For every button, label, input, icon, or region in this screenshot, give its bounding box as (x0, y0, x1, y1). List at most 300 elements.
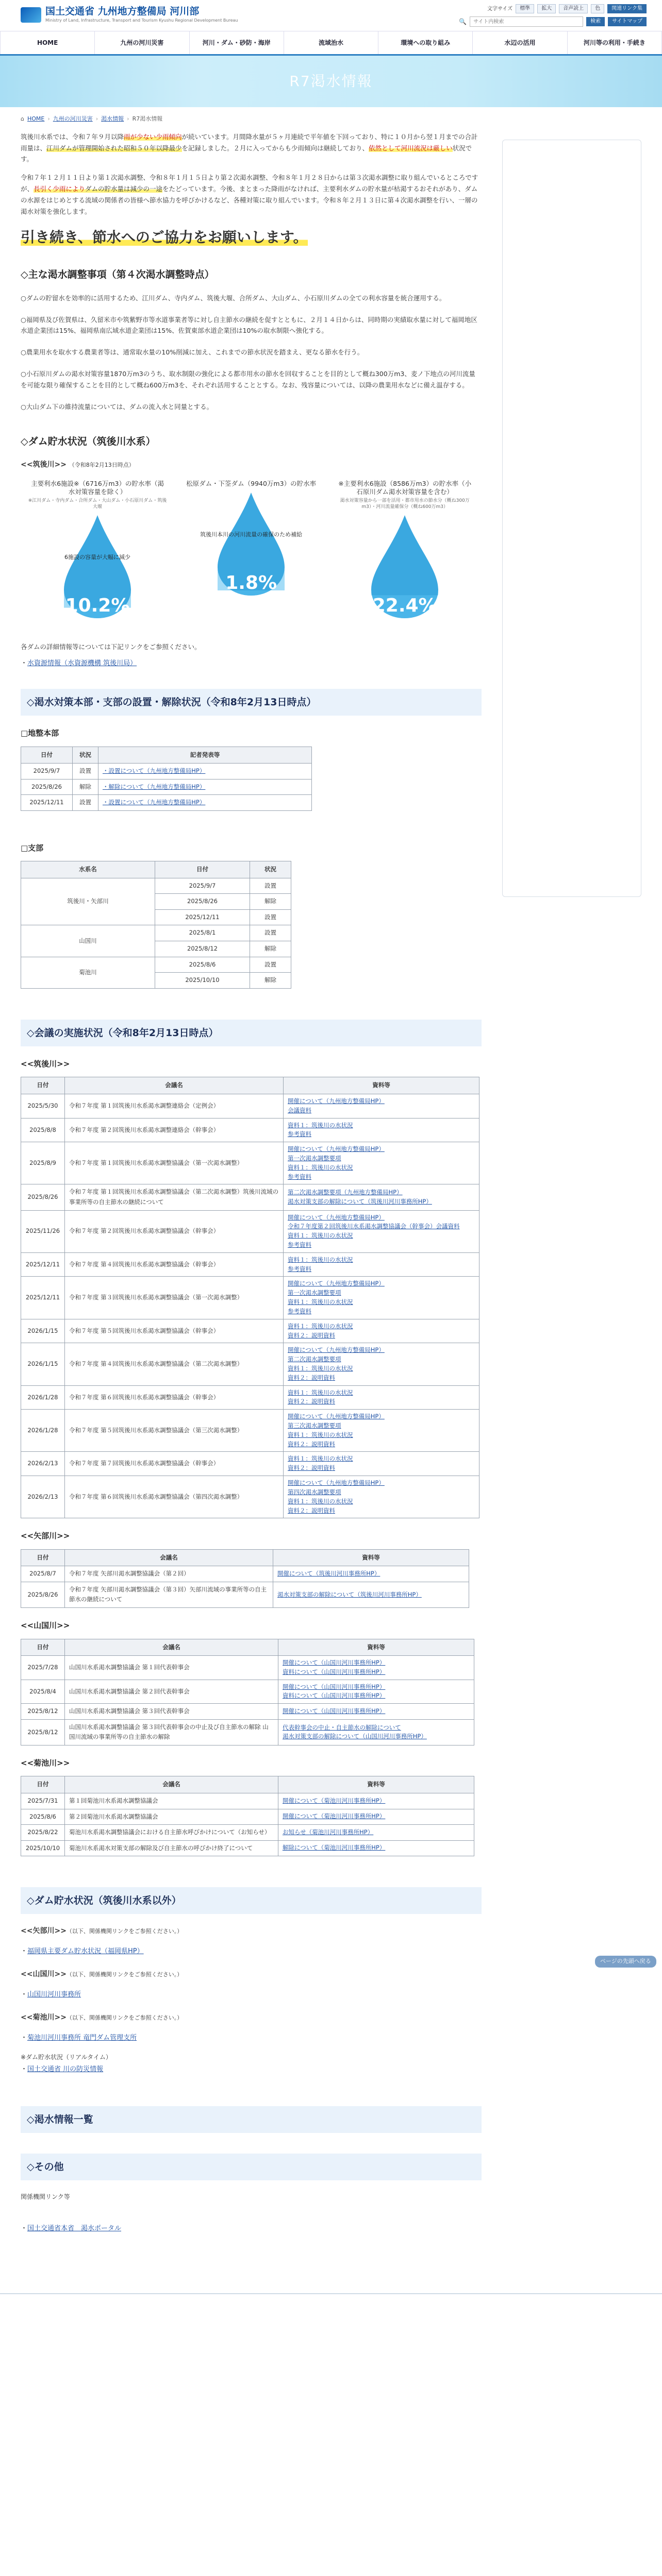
docs-cell (284, 1319, 479, 1343)
dam-percent: 10.2% (65, 595, 130, 616)
table-row (21, 925, 291, 941)
dam-date: （令和8年2月13日時点） (69, 462, 135, 469)
meeting-table (21, 1776, 474, 1856)
date-cell: 2025/8/12 (155, 941, 250, 957)
doc-link[interactable]: 渇水対策支部の解除について（山国川河川事務所HP） (283, 1733, 427, 1740)
doc-link[interactable]: 開催について（九州地方整備局HP） (288, 1479, 385, 1487)
doc-link[interactable]: 第一次渇水調整要項 (288, 1289, 341, 1297)
group-title: <<菊池川>> (21, 2013, 67, 2022)
meeting-name-cell: 令和７年度 第３回筑後川水系渇水調整協議会（第一次渇水調整） (65, 1277, 284, 1319)
col-status: 状況 (73, 747, 98, 764)
table-row (21, 1656, 474, 1680)
table-row (21, 1566, 469, 1582)
dam-period-label: <<筑後川>> (21, 461, 67, 469)
date-cell: 2025/8/6 (155, 957, 250, 973)
date-cell: 2025/8/7 (21, 1566, 65, 1582)
status-cell: 解除 (73, 779, 98, 795)
doc-link[interactable]: 開催について（山国川河川事務所HP） (283, 1683, 386, 1690)
dam-drop-label: 6施設の容量が大幅に減少 (64, 553, 131, 561)
meeting-name-cell: 令和７年度 第４回筑後川水系渇水調整協議会（第二次渇水調整） (65, 1343, 284, 1385)
speech-button[interactable]: 音声読上 (559, 4, 588, 13)
doc-link[interactable]: 参考資料 (288, 1307, 311, 1315)
table-row (21, 779, 312, 795)
global-nav (0, 31, 662, 56)
date-cell: 2025/8/26 (21, 779, 73, 795)
docs-cell (278, 1680, 474, 1704)
col-name: 会議名 (65, 1639, 278, 1656)
doc-link[interactable]: 資料１：筑後川の水状況 (288, 1364, 353, 1372)
press-cell (98, 764, 312, 779)
doc-link[interactable]: 資料２：説明資料 (288, 1398, 335, 1405)
docs-cell (273, 1582, 469, 1607)
doc-link[interactable]: 開催について（菊池川河川事務所HP） (283, 1812, 386, 1820)
date-cell: 2025/8/12 (21, 1719, 65, 1745)
doc-link[interactable]: 開催について（筑後川河川事務所HP） (277, 1570, 380, 1578)
date-cell: 2025/12/11 (21, 1252, 65, 1277)
meeting-name-cell: 令和７年度 第１回筑後川水系渇水調整協議会（第二次渇水調整）筑後川流域の事業所等の自主節水の継続について (65, 1184, 284, 1210)
breadcrumb-disaster[interactable]: 九州の河川災害 (53, 115, 93, 122)
meeting-table-head (21, 1077, 479, 1094)
date-cell: 2025/10/10 (21, 1840, 65, 1856)
doc-link[interactable]: 開催について（九州地方整備局HP） (288, 1097, 385, 1105)
date-cell: 2025/8/22 (21, 1825, 65, 1841)
table-row (21, 878, 291, 894)
col-date: 日付 (21, 1077, 65, 1094)
docs-cell (284, 1252, 479, 1277)
dam-percent: 22.4% (372, 595, 437, 616)
status-cell: 解除 (250, 894, 291, 910)
doc-link[interactable]: 資料１：筑後川の水状況 (288, 1497, 353, 1505)
measure-item: ○小石原川ダムの渇水対策容量1870万m3のうち、取水制限の強化による都市用水の節水を回収することを目的として概ね300万m3、麦ノ下地点の河川流量を可能な限り確保することを目的として概ね600万m3を、それぞれ活用することとする。なお、残容量については、以降の農業用水などに備え温存する。 (21, 370, 475, 389)
meeting-name-cell: 令和７年度 第５回筑後川水系渇水調整協議会（第三次渇水調整） (65, 1410, 284, 1452)
doc-link[interactable]: 代表幹事会の中止・自主節水の解除について (283, 1723, 401, 1731)
table-row (21, 1118, 479, 1142)
meetings-section (21, 1058, 482, 1856)
hq-heading: ◇渇水対策本部・支部の設置・解除状況（令和8年2月13日時点） (21, 689, 482, 716)
doc-link[interactable]: 渇水対策支部の解除について（筑後川河川事務所HP） (288, 1198, 432, 1206)
date-cell: 2025/8/26 (21, 1582, 65, 1607)
table-row (21, 1184, 479, 1210)
page-banner: R7渇水情報 (0, 56, 662, 107)
other-dams-heading: ◇ダム貯水状況（筑後川水系以外） (21, 1887, 482, 1914)
color-button[interactable]: 色 (591, 4, 604, 13)
meeting-name-cell: 菊池川水系渇水対策支部の解除及び自主節水の呼びかけ終了について (65, 1840, 278, 1856)
docs-cell (284, 1343, 479, 1385)
drop-container (181, 490, 321, 598)
font-standard-button[interactable]: 標準 (516, 4, 534, 13)
breadcrumb-home[interactable]: HOME (27, 115, 45, 122)
measures-heading: ◇主な渇水調整事項（第４次渇水調整時点） (21, 269, 214, 281)
group-note: （以下、関係機関リンクをご参照ください。） (66, 1928, 183, 1935)
doc-link[interactable]: 開催について（山国川河川事務所HP） (283, 1707, 386, 1715)
doc-link[interactable]: 資料１：筑後川の水状況 (288, 1121, 353, 1129)
table-row (21, 1825, 474, 1841)
date-cell: 2025/8/8 (21, 1118, 65, 1142)
font-large-button[interactable]: 拡大 (537, 4, 556, 13)
docs-cell (278, 1793, 474, 1809)
doc-link[interactable]: 参考資料 (288, 1130, 311, 1138)
date-cell: 2025/8/26 (155, 894, 250, 910)
intro-text: 状況です。 (21, 144, 472, 163)
meeting-group-heading: <<菊池川>> (21, 1758, 70, 1768)
dam-period (21, 459, 482, 471)
docs-cell (278, 1825, 474, 1841)
dam-gauges (21, 480, 482, 621)
date-cell: 2026/2/13 (21, 1476, 65, 1518)
status-cell: 設置 (250, 925, 291, 941)
meeting-name-cell: 令和７年度 第１回筑後川水系渇水調整協議会（第一次渇水調整） (65, 1142, 284, 1184)
table-row (21, 764, 312, 779)
doc-link[interactable]: 資料２：説明資料 (288, 1464, 335, 1472)
meeting-name-cell: 令和７年度 矢部川渇水調整協議会（第３回）矢部川流域の事業所等の自主節水の継続について (65, 1582, 273, 1607)
date-cell: 2025/7/31 (21, 1793, 65, 1809)
table-row (21, 1252, 479, 1277)
press-link[interactable]: ・設置について（九州地方整備局HP） (103, 767, 206, 775)
meetings-heading: ◇会議の実施状況（令和8年2月13日時点） (21, 1020, 482, 1046)
nav-procedures[interactable]: 河川等の利用・手続き (568, 31, 662, 54)
bureau-table (21, 747, 312, 811)
site-header (0, 0, 662, 31)
intro-text: 令和７年１２月１１日より第１次渇水調整、令和８年１月１５日より第２次渇水調整、令和８年１月２８日からは第３次渇水調整に取り組んでいるところですが、 (21, 174, 478, 193)
doc-link[interactable]: 開催について（菊池川河川事務所HP） (283, 1797, 386, 1804)
dam-link-row: ・水資源情報（水資源機構 筑後川局） (21, 659, 137, 667)
doc-link[interactable]: お知らせ（菊池川河川事務所HP） (283, 1828, 374, 1836)
date-cell: 2025/12/11 (155, 909, 250, 925)
nav-basin[interactable]: 流域治水 (284, 31, 378, 54)
meeting-table (21, 1549, 469, 1608)
group-title: <<山国川>> (21, 1970, 67, 1979)
table-row (21, 1704, 474, 1720)
nav-river-dam[interactable]: 河川・ダム・砂防・海岸 (190, 31, 284, 54)
doc-link[interactable]: 資料２：説明資料 (288, 1374, 335, 1381)
breadcrumb-current: R7渇水情報 (132, 115, 163, 122)
intro-text: をたどっています。今後、まとまった降雨がなければ、主要利水ダムの貯水量が枯渇するおそれがあり、ダムの水源をはじめとする流域の関係者の皆様へ節水協力を呼びかけるなど、各種対策に取り組んでいます。令和８年２月１３日に第４次渇水調整を行い、一層の渇水対策を強化します。 (21, 185, 478, 215)
doc-link[interactable]: 渇水対策支部の解除について（筑後川河川事務所HP） (277, 1590, 422, 1598)
status-cell: 設置 (250, 957, 291, 973)
docs-cell (278, 1809, 474, 1825)
doc-link[interactable]: 会議資料 (288, 1106, 311, 1114)
doc-link[interactable]: 資料１：筑後川の水状況 (288, 1388, 353, 1396)
meeting-table-body (21, 1793, 474, 1856)
header-row (21, 1077, 479, 1094)
group-note: （以下、関係機関リンクをご参照ください。） (66, 1971, 183, 1978)
dam-percent: 1.8% (225, 572, 277, 594)
table-row (21, 1719, 474, 1745)
search-button[interactable]: 検索 (586, 17, 605, 26)
intro-highlight: ダムの貯水量は減少の一途 (85, 185, 163, 193)
meeting-name-cell: 令和７年度 第６回筑後川水系渇水調整協議会（幹事会） (65, 1385, 284, 1410)
doc-link[interactable]: 開催について（九州地方整備局HP） (288, 1280, 385, 1287)
date-cell: 2025/8/1 (155, 925, 250, 941)
drought-portal-link[interactable]: 国土交通省本省 渇水ポータル (27, 2224, 122, 2232)
header-row (21, 1639, 474, 1656)
doc-link[interactable]: 開催について（九州地方整備局HP） (288, 1213, 385, 1221)
doc-link[interactable]: 資料１：筑後川の水状況 (288, 1232, 353, 1240)
search-icon: 🔍 (459, 18, 467, 25)
meeting-table (21, 1639, 474, 1745)
river-cell: 菊池川 (21, 957, 155, 988)
breadcrumb-sep: › (127, 115, 129, 122)
docs-cell (278, 1704, 474, 1720)
site-subtitle: Ministry of Land, Infrastructure, Transport and Tourism Kyushu Regional Development Bureau (45, 18, 238, 23)
intro-highlight: 依然として河川流況は厳しい (369, 144, 453, 152)
doc-link[interactable]: 資料について（山国川河川事務所HP） (283, 1668, 386, 1675)
other-link-row: ・国土交通省本省 渇水ポータル (21, 2224, 122, 2232)
bureau-table-body (21, 764, 312, 811)
related-link[interactable]: 福岡県主要ダム貯水状況（福岡県HP） (27, 1947, 144, 1956)
doc-link[interactable]: 第二次渇水調整要項 (288, 1355, 341, 1363)
branch-table (21, 861, 291, 988)
docs-cell (284, 1410, 479, 1452)
related-links-button[interactable]: 関連リンク集 (607, 4, 647, 13)
docs-cell (284, 1277, 479, 1319)
doc-link[interactable]: 参考資料 (288, 1173, 311, 1180)
doc-link[interactable]: 資料１：筑後川の水状況 (288, 1163, 353, 1171)
header-search (459, 16, 647, 27)
intro-text: が続いています。月間降水量が５ヶ月連続で平年値を下回っており、特に１０月から翌１月までの合計雨量は、 (21, 132, 478, 152)
doc-link[interactable]: 開催について（九州地方整備局HP） (288, 1346, 385, 1354)
intro-highlight: 江川ダム (46, 144, 73, 152)
doc-link[interactable]: 資料２：説明資料 (288, 1440, 335, 1448)
doc-link[interactable]: 開催について（九州地方整備局HP） (288, 1413, 385, 1420)
date-cell: 2026/2/13 (21, 1452, 65, 1476)
table-row (21, 1210, 479, 1252)
back-to-top-button[interactable]: ページの先頭へ戻る (595, 1956, 656, 1968)
doc-link[interactable]: 参考資料 (288, 1265, 311, 1273)
measure-item: ○大山ダム下の維持流量については、ダムの流入水と同量とする。 (21, 402, 213, 411)
nav-waterside[interactable]: 水辺の活用 (473, 31, 567, 54)
header-tools (487, 4, 647, 13)
col-docs: 資料等 (278, 1776, 474, 1793)
other-dams-section (21, 1925, 482, 2044)
doc-link[interactable]: 資料１：筑後川の水状況 (288, 1322, 353, 1330)
col-press: 記者発表等 (98, 747, 312, 764)
nav-environment[interactable]: 環境への取り組み (378, 31, 473, 54)
realtime-link[interactable]: 国土交通省 川の防災情報 (27, 2065, 104, 2073)
nav-home[interactable]: HOME (0, 31, 95, 54)
press-cell (98, 795, 312, 811)
search-input[interactable] (470, 16, 583, 27)
river-cell: 山国川 (21, 925, 155, 957)
col-date: 日付 (21, 1639, 65, 1656)
col-name: 会議名 (65, 1776, 278, 1793)
docs-cell (284, 1118, 479, 1142)
doc-link[interactable]: 資料１：筑後川の水状況 (288, 1298, 353, 1306)
drop-container (28, 513, 167, 621)
docs-cell (278, 1840, 474, 1856)
doc-link[interactable]: 資料２：説明資料 (288, 1506, 335, 1514)
slogan-text: 引き続き、節水へのご協力をお願いします。 (21, 228, 308, 246)
table-row (21, 1840, 474, 1856)
meeting-table-body (21, 1656, 474, 1745)
water-resource-link[interactable]: 水資源情報（水資源機構 筑後川局） (27, 659, 137, 667)
date-cell: 2026/1/28 (21, 1385, 65, 1410)
col-river: 水系名 (21, 861, 155, 878)
doc-link[interactable]: 第二次渇水調整要項（九州地方整備局HP） (288, 1189, 403, 1196)
col-date: 日付 (21, 1549, 65, 1566)
table-row (21, 1319, 479, 1343)
measure-item: ○福岡県及び佐賀県は、久留米市や筑紫野市等水道事業者等に対し自主節水の継続を促すとともに、２月１４日からは、同時期の実績取水量に対して福岡地区水道企業団は15%、福岡県南広域水道企業団は15%、佐賀東部水道企業団は10%の取水制限へ強化する。 (21, 315, 477, 335)
date-cell: 2025/12/11 (21, 795, 73, 811)
press-link[interactable]: ・解除について（九州地方整備局HP） (103, 783, 206, 790)
site-footer (0, 2293, 662, 2365)
other-heading: ◇その他 (21, 2154, 482, 2180)
col-date: 日付 (155, 861, 250, 878)
intro-highlight: 雨が少ない少雨傾向 (124, 132, 182, 141)
status-cell: 解除 (250, 973, 291, 989)
mlit-logo-icon (21, 7, 41, 23)
docs-cell (284, 1385, 479, 1410)
other-label: 関係機関リンク等 (21, 2193, 70, 2201)
sidebar (502, 140, 641, 897)
drop-container (335, 513, 474, 621)
col-name: 会議名 (65, 1549, 273, 1566)
dam-caption: ※主要利水6施設（8586万m3）の貯水率（小石原川ダム渇水対策容量を含む） (338, 479, 472, 496)
intro-paragraph-1 (21, 131, 482, 165)
date-cell: 2025/8/6 (21, 1809, 65, 1825)
table-row (21, 1277, 479, 1319)
site-title: 国土交通省 九州地方整備局 河川部 (45, 6, 200, 17)
dam-gauge (335, 480, 474, 621)
doc-link[interactable]: 参考資料 (288, 1241, 311, 1248)
sitemap-button[interactable]: サイトマップ (608, 17, 647, 26)
meeting-name-cell: 第２回菊池川水系渇水調整協議会 (65, 1809, 278, 1825)
doc-link[interactable]: 第四次渇水調整要項 (288, 1488, 341, 1496)
date-cell: 2025/11/26 (21, 1210, 65, 1252)
header-row (21, 1776, 474, 1793)
date-cell: 2025/5/30 (21, 1094, 65, 1118)
river-cell: 筑後川・矢部川 (21, 878, 155, 925)
doc-link[interactable]: 開催について（九州地方整備局HP） (288, 1145, 385, 1153)
col-docs: 資料等 (278, 1639, 474, 1656)
date-cell: 2026/1/15 (21, 1343, 65, 1385)
other-dam-group-heading (21, 1925, 482, 1938)
table-row (21, 1094, 479, 1118)
col-docs: 資料等 (273, 1549, 469, 1566)
intro-text: 筑後川水系では、令和７年９月以降 (21, 132, 124, 141)
branch-table-body (21, 878, 291, 988)
link-row: ・山国川河川事務所 (21, 1991, 81, 1999)
other-dam-group-heading (21, 1969, 482, 1981)
table-row (21, 1476, 479, 1518)
table-row (21, 1343, 479, 1385)
related-link[interactable]: 山国川河川事務所 (27, 1991, 81, 1999)
home-icon: ⌂ (21, 115, 24, 122)
bureau-heading: □地整本部 (21, 728, 59, 738)
doc-link[interactable]: 令和７年度第２回筑後川水系渇水調整協議会（幹事会）会議資料 (288, 1223, 460, 1230)
meeting-name-cell: 山国川水系渇水調整協議会 第３回代表幹事会 (65, 1704, 278, 1720)
docs-cell (278, 1656, 474, 1680)
docs-cell (284, 1142, 479, 1184)
docs-cell (284, 1184, 479, 1210)
press-link[interactable]: ・設置について（九州地方整備局HP） (103, 799, 206, 806)
doc-link[interactable]: 第三次渇水調整要項 (288, 1422, 341, 1429)
col-docs: 資料等 (284, 1077, 479, 1094)
header-row (21, 1549, 469, 1566)
realtime-link-row: ・国土交通省 川の防災情報 (21, 2065, 104, 2073)
doc-link[interactable]: 資料について（山国川河川事務所HP） (283, 1692, 386, 1700)
meeting-group-heading: <<筑後川>> (21, 1059, 70, 1069)
breadcrumb (0, 107, 662, 131)
dam-caption: 主要利水6施設※（6716万m3）の貯水率（渇水対策容量を除く） (31, 479, 164, 496)
dam-gauge (28, 480, 167, 621)
status-cell: 設置 (73, 795, 98, 811)
doc-link[interactable]: 資料２：説明資料 (288, 1331, 335, 1339)
meeting-group-heading: <<山国川>> (21, 1621, 70, 1630)
dam-status-heading: ◇ダム貯水状況（筑後川水系） (21, 435, 156, 447)
meeting-name-cell: 令和７年度 矢部川渇水調整協議会（第２回） (65, 1566, 273, 1582)
drought-list-heading[interactable]: ◇渇水情報一覧 (21, 2106, 482, 2133)
group-title: <<矢部川>> (21, 1927, 67, 1936)
table-row (21, 1410, 479, 1452)
status-cell: 設置 (73, 764, 98, 779)
date-cell: 2026/1/15 (21, 1319, 65, 1343)
nav-disaster[interactable]: 九州の河川災害 (95, 31, 189, 54)
date-cell: 2025/10/10 (155, 973, 250, 989)
table-row (21, 795, 312, 811)
table-row (21, 1452, 479, 1476)
status-cell: 設置 (250, 878, 291, 894)
meeting-name-cell: 第１回菊池川水系渇水調整協議会 (65, 1793, 278, 1809)
doc-link[interactable]: 資料１：筑後川の水状況 (288, 1431, 353, 1438)
meeting-name-cell: 令和７年度 第６回筑後川水系渇水調整協議会（第四次渇水調整） (65, 1476, 284, 1518)
link-row: ・菊池川河川事務所 竜門ダム管理支所 (21, 2034, 137, 2042)
doc-link[interactable]: 資料１：筑後川の水状況 (288, 1455, 353, 1463)
site-logo[interactable] (21, 6, 238, 24)
date-cell: 2025/8/12 (21, 1704, 65, 1720)
date-cell: 2025/9/7 (155, 878, 250, 894)
table-row (21, 1582, 469, 1607)
date-cell: 2025/8/9 (21, 1142, 65, 1184)
doc-link[interactable]: 資料１：筑後川の水状況 (288, 1256, 353, 1263)
doc-link[interactable]: 開催について（山国川河川事務所HP） (283, 1659, 386, 1667)
date-cell: 2025/8/26 (21, 1184, 65, 1210)
dam-note: ※江川ダム・寺内ダム・合所ダム・大山ダム・小石原川ダム・筑後大堰 (28, 498, 167, 510)
doc-link[interactable]: 第一次渇水調整要項 (288, 1155, 341, 1162)
related-link[interactable]: 菊池川河川事務所 竜門ダム管理支所 (27, 2034, 137, 2042)
dam-caption: 松原ダム・下筌ダム（9940万m3）の貯水率 (186, 479, 317, 487)
docs-cell (284, 1094, 479, 1118)
branch-heading: □支部 (21, 843, 44, 853)
meeting-name-cell: 菊池川水系渇水調整協議会における自主節水呼びかけについて（お知らせ） (65, 1825, 278, 1841)
intro-highlight: が管理開始された昭和５０年以降最少 (72, 144, 182, 152)
meeting-name-cell: 山国川水系渇水調整協議会 第２回代表幹事会 (65, 1680, 278, 1704)
breadcrumb-drought[interactable]: 渇水情報 (101, 115, 124, 122)
dam-drop-label: 筑後川本川の河川流量の確保のため補給 (200, 531, 303, 538)
meeting-name-cell: 令和７年度 第１回筑後川水系渇水調整連絡会（定例会） (65, 1094, 284, 1118)
col-status: 状況 (250, 861, 291, 878)
font-size-label: 文字サイズ (487, 6, 513, 12)
docs-cell (273, 1566, 469, 1582)
meeting-group-heading: <<矢部川>> (21, 1531, 70, 1541)
date-cell: 2025/8/4 (21, 1680, 65, 1704)
table-row (21, 1385, 479, 1410)
docs-cell (278, 1719, 474, 1745)
doc-link[interactable]: 解除について（菊池川河川事務所HP） (283, 1844, 386, 1852)
status-cell: 解除 (250, 941, 291, 957)
meeting-name-cell: 令和７年度 第７回筑後川水系渇水調整協議会（幹事会） (65, 1452, 284, 1476)
press-cell (98, 779, 312, 795)
meeting-name-cell: 山国川水系渇水調整協議会 第３回代表幹事会の中止及び自主節水の解除 山国川流域の事業所等の自主節水の解除 (65, 1719, 278, 1745)
meeting-table-head (21, 1639, 474, 1656)
intro-highlight: 長引く少雨により (34, 185, 86, 193)
meeting-name-cell: 令和７年度 第４回筑後川水系渇水調整協議会（幹事会） (65, 1252, 284, 1277)
slogan-heading (21, 229, 482, 246)
group-note: （以下、関係機関リンクをご参照ください。） (66, 2014, 183, 2022)
col-date: 日付 (21, 747, 73, 764)
docs-cell (284, 1452, 479, 1476)
date-cell: 2025/9/7 (21, 764, 73, 779)
